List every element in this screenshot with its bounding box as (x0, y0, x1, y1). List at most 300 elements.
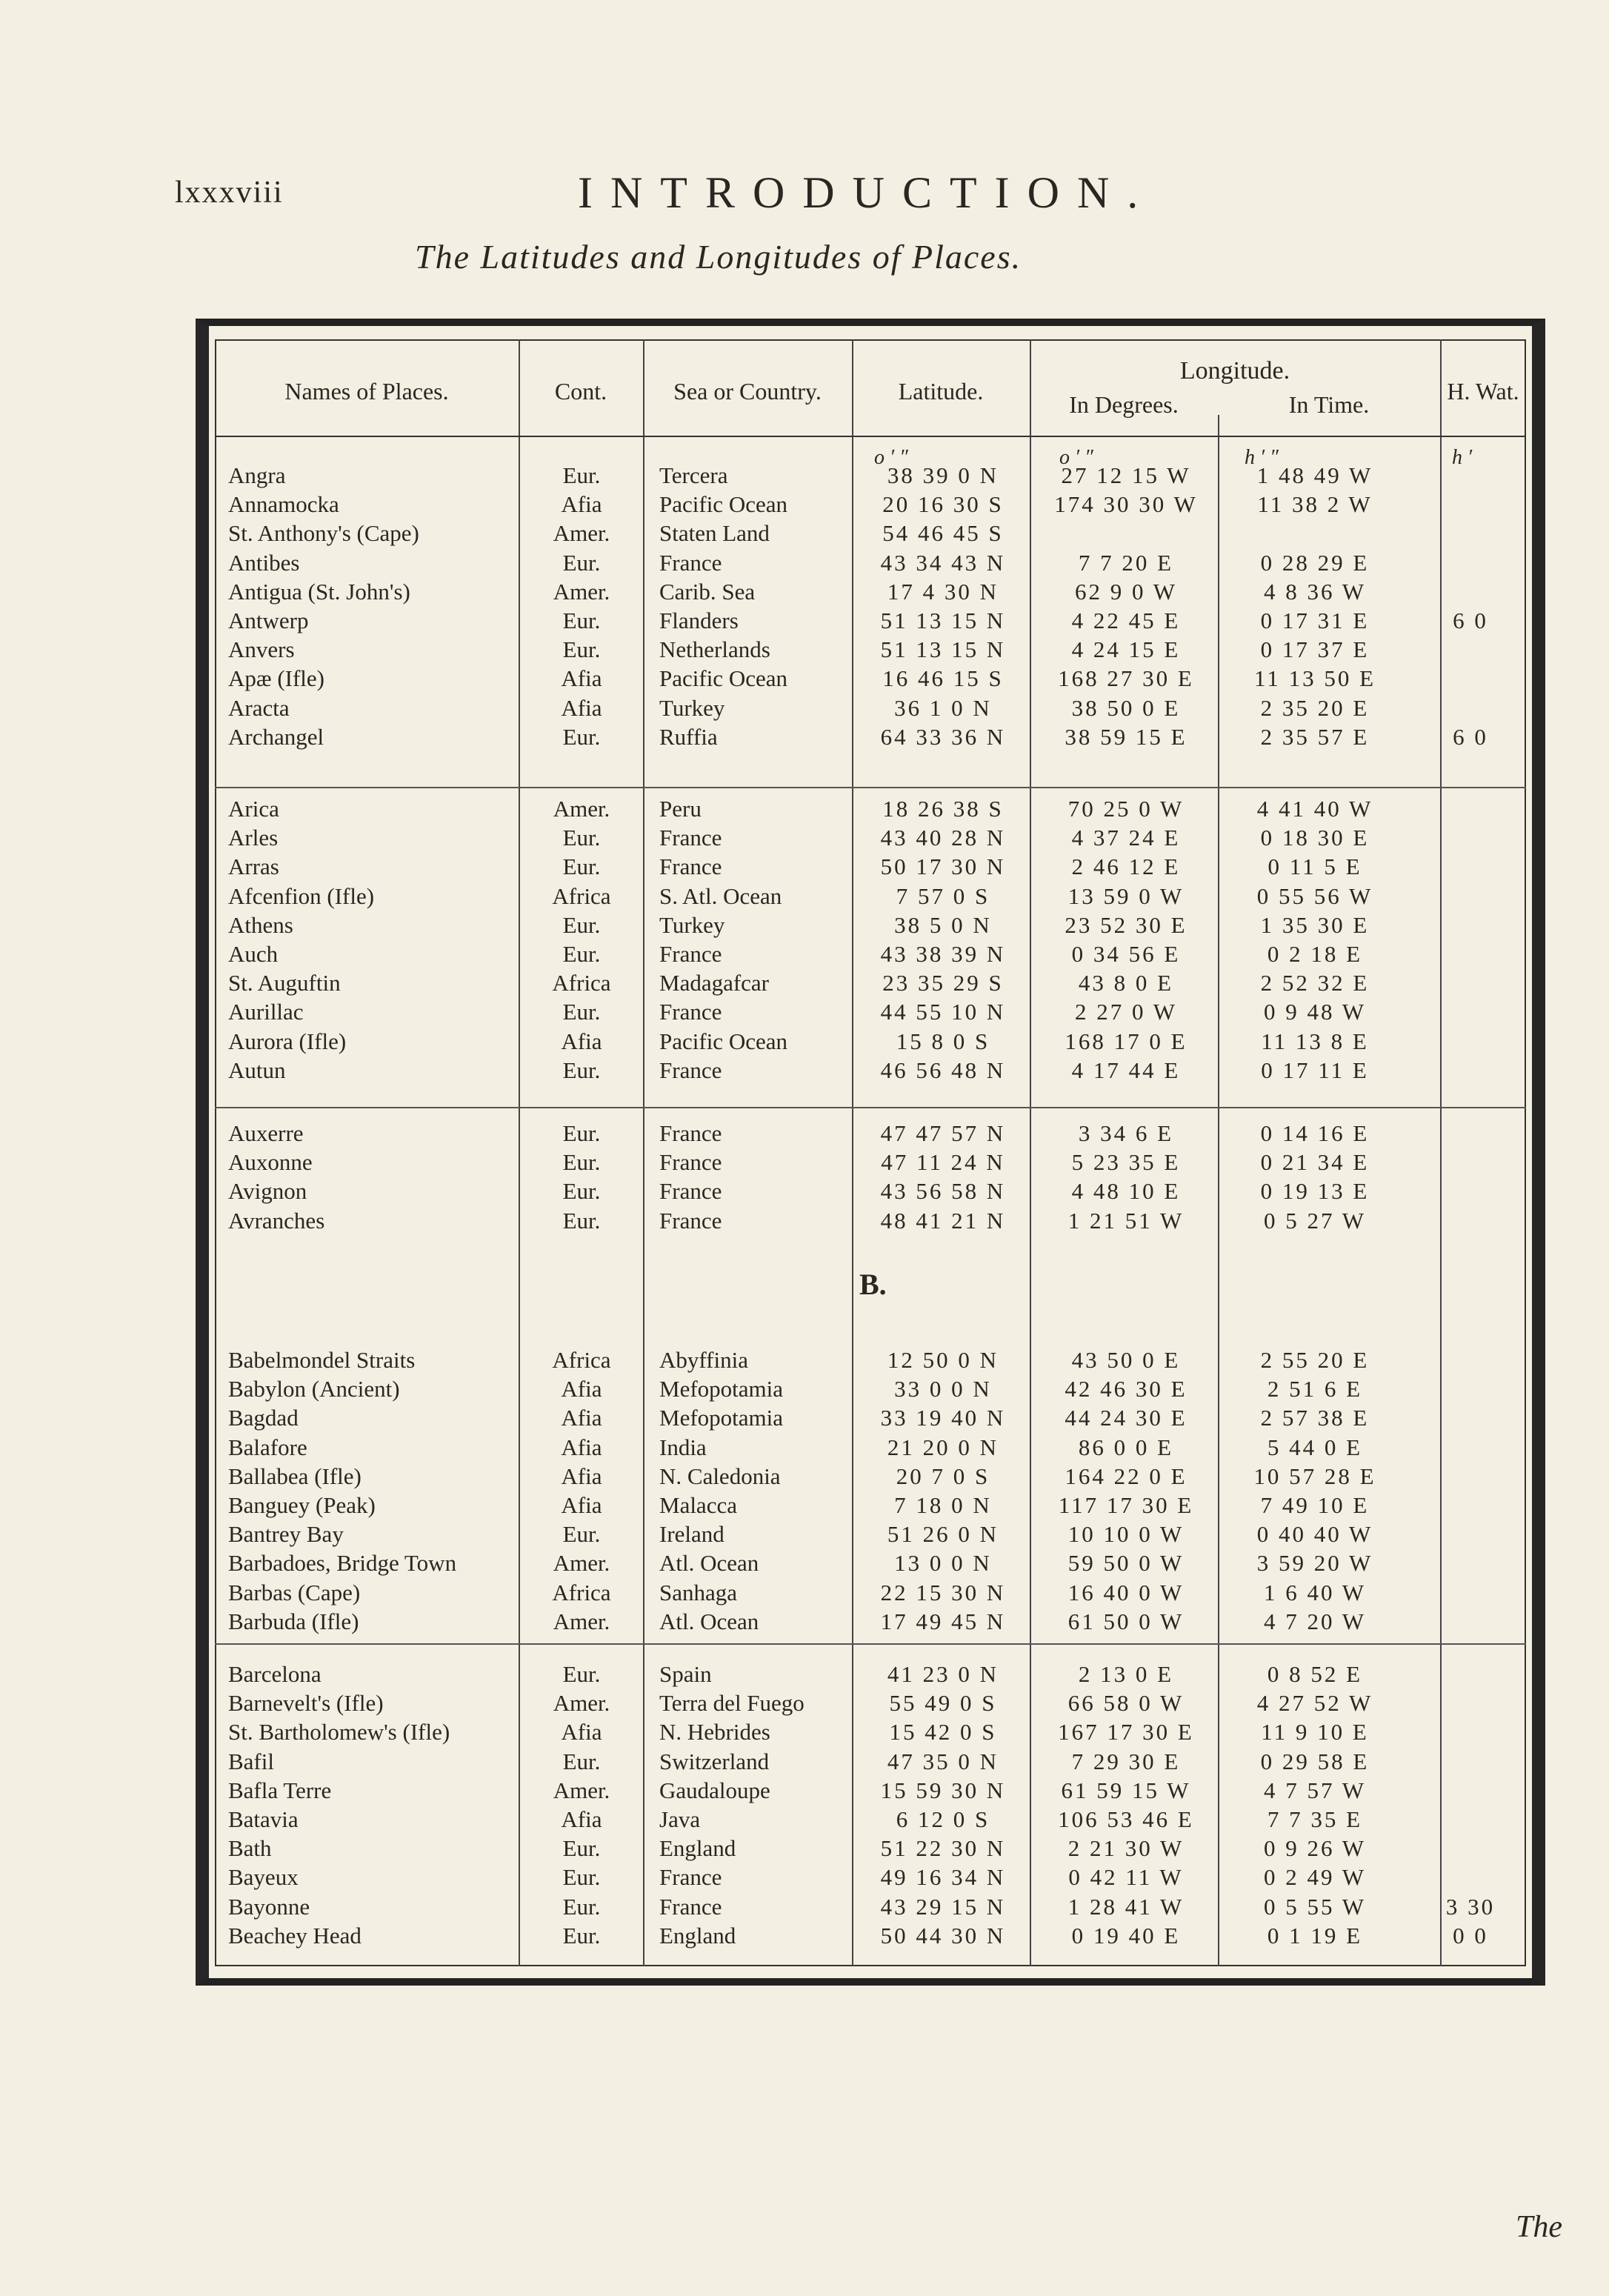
catchword: The (1516, 2210, 1562, 2244)
cell-time: 0 19 13 E (1260, 1178, 1370, 1205)
cell-lat: 46 56 48 N (880, 1057, 1006, 1083)
table-row (0, 1056, 1609, 1085)
cell-sea: Terra del Fuego (659, 1690, 804, 1717)
cell-lat: 51 22 30 N (880, 1835, 1006, 1862)
cell-lat: 33 19 40 N (880, 1405, 1006, 1431)
cell-name: Bath (228, 1835, 272, 1862)
cell-cont: Eur. (562, 636, 601, 663)
header-latitude: Latitude. (898, 378, 984, 405)
cell-name: Auxonne (228, 1149, 313, 1176)
cell-sea: Gaudaloupe (659, 1777, 770, 1803)
cell-name: Anvers (228, 636, 295, 663)
table-row (0, 1027, 1609, 1056)
cell-time: 0 55 56 W (1256, 882, 1373, 909)
cell-sea: Turkey (659, 911, 725, 938)
cell-name: Avignon (228, 1178, 307, 1205)
cell-lat: 6 12 0 S (896, 1806, 990, 1832)
cell-lat: 50 44 30 N (880, 1922, 1006, 1949)
cell-sea: France (659, 1057, 722, 1083)
section-letter-b: B. (859, 1268, 887, 1301)
cell-deg: 42 46 30 E (1065, 1376, 1187, 1402)
table-title: The Latitudes and Longitudes of Places. (415, 238, 1022, 276)
cell-cont: Eur. (562, 1521, 601, 1548)
cell-name: Annamocka (228, 491, 339, 518)
table-row (0, 968, 1609, 997)
cell-lat: 16 46 15 S (882, 665, 1004, 692)
cell-cont: Afia (561, 1719, 602, 1746)
cell-time: 0 5 27 W (1264, 1207, 1366, 1234)
cell-cont: Eur. (562, 608, 601, 633)
page-number: lxxxviii (175, 176, 284, 210)
cell-time: 11 13 50 E (1253, 665, 1376, 692)
cell-lat: 51 13 15 N (880, 608, 1006, 633)
cell-name: Antwerp (228, 608, 309, 633)
cell-sea: Malacca (659, 1492, 737, 1518)
table-row (0, 1747, 1609, 1776)
table-row (0, 1548, 1609, 1577)
header-in-degrees: In Degrees. (1069, 391, 1179, 418)
cell-name: Arica (228, 796, 279, 822)
cell-name: Babelmondel Straits (228, 1347, 416, 1373)
cell-cont: Afia (561, 1376, 602, 1402)
table-row (0, 606, 1609, 635)
cell-name: Bafla Terre (228, 1777, 332, 1803)
cell-lat: 15 42 0 S (889, 1719, 997, 1746)
cell-deg: 61 59 15 W (1061, 1777, 1191, 1803)
cell-time: 4 7 20 W (1264, 1608, 1366, 1634)
cell-name: St. Auguftin (228, 970, 341, 996)
cell-time: 2 35 20 E (1260, 694, 1370, 721)
cell-deg: 23 52 30 E (1065, 911, 1187, 938)
cell-cont: Amer. (553, 520, 610, 547)
cell-time: 1 6 40 W (1264, 1579, 1366, 1605)
table-row (0, 939, 1609, 968)
cell-lat: 13 0 0 N (894, 1550, 992, 1577)
cell-cont: Afia (561, 694, 602, 721)
cell-sea: Atl. Ocean (659, 1608, 759, 1634)
cell-name: Aurora (Ifle) (228, 1028, 347, 1054)
cell-deg: 59 50 0 W (1067, 1550, 1185, 1577)
cell-time: 3 59 20 W (1256, 1550, 1373, 1577)
cell-hw: 6 0 (1453, 723, 1488, 750)
cell-lat: 51 26 0 N (887, 1521, 999, 1548)
cell-time: 0 17 31 E (1260, 608, 1370, 633)
cell-cont: Eur. (562, 853, 601, 880)
table-row (0, 1374, 1609, 1403)
cell-lat: 17 49 45 N (880, 1608, 1006, 1634)
cell-name: Bayeux (228, 1864, 299, 1891)
cell-cont: Eur. (562, 1149, 601, 1176)
cell-sea: Madagafcar (659, 970, 770, 996)
cell-cont: Amer. (553, 578, 610, 605)
cell-deg: 27 12 15 W (1061, 462, 1191, 488)
cell-lat: 43 29 15 N (880, 1893, 1006, 1920)
cell-cont: Africa (552, 1579, 611, 1605)
cell-name: Barcelona (228, 1661, 322, 1687)
cell-time: 4 8 36 W (1264, 578, 1366, 605)
unit-hw: h ′ (1452, 446, 1473, 469)
cell-deg: 4 17 44 E (1071, 1057, 1181, 1083)
table-row (0, 664, 1609, 693)
cell-cont: Eur. (562, 911, 601, 938)
cell-hw: 3 30 (1445, 1893, 1496, 1920)
cell-sea: Ruffia (659, 723, 718, 750)
cell-cont: Eur. (562, 941, 601, 967)
cell-deg: 174 30 30 W (1054, 491, 1198, 518)
cell-lat: 7 18 0 N (894, 1492, 992, 1518)
cell-sea: Atl. Ocean (659, 1550, 759, 1577)
cell-sea: Peru (659, 796, 702, 822)
table-row (0, 852, 1609, 881)
table-row (0, 1177, 1609, 1205)
cell-lat: 47 35 0 N (887, 1748, 999, 1774)
table-row (0, 577, 1609, 606)
running-head: INTRODUCTION. (578, 168, 1156, 217)
cell-lat: 12 50 0 N (887, 1347, 999, 1373)
cell-time: 0 2 18 E (1267, 941, 1363, 967)
cell-name: St. Bartholomew's (Ifle) (228, 1719, 450, 1746)
table-row (0, 1892, 1609, 1921)
cell-cont: Eur. (562, 1893, 601, 1920)
cell-deg: 4 24 15 E (1071, 636, 1181, 663)
cell-lat: 20 16 30 S (882, 491, 1004, 518)
cell-cont: Eur. (562, 1178, 601, 1205)
cell-deg: 3 34 6 E (1078, 1120, 1174, 1146)
cell-lat: 17 4 30 N (887, 578, 999, 605)
cell-sea: N. Hebrides (659, 1719, 770, 1746)
cell-time: 2 35 57 E (1260, 723, 1370, 750)
cell-cont: Afia (561, 1405, 602, 1431)
cell-lat: 41 23 0 N (887, 1661, 999, 1687)
table-row (0, 1660, 1609, 1688)
cell-sea: Mefopotamia (659, 1405, 784, 1431)
cell-name: Beachey Head (228, 1922, 362, 1949)
cell-deg: 7 7 20 E (1078, 549, 1174, 576)
unit-lat: o ′ ″ (874, 446, 908, 469)
cell-sea: Spain (659, 1661, 712, 1687)
cell-deg: 0 19 40 E (1071, 1922, 1181, 1949)
cell-time: 11 9 10 E (1261, 1719, 1369, 1746)
cell-lat: 23 35 29 S (882, 970, 1004, 996)
cell-sea: France (659, 941, 722, 967)
table-row (0, 1805, 1609, 1834)
cell-time: 4 27 52 W (1256, 1690, 1373, 1717)
cell-sea: Staten Land (659, 520, 770, 547)
cell-name: Aracta (228, 694, 290, 721)
cell-sea: Sanhaga (659, 1579, 738, 1605)
cell-name: Balafore (228, 1434, 307, 1460)
cell-name: Barbadoes, Bridge Town (228, 1550, 457, 1577)
cell-sea: England (659, 1922, 736, 1949)
cell-cont: Eur. (562, 723, 601, 750)
table-row (0, 1206, 1609, 1235)
cell-time: 2 57 38 E (1260, 1405, 1370, 1431)
cell-time: 0 5 55 W (1264, 1893, 1366, 1920)
cell-deg: 2 27 0 W (1075, 999, 1177, 1025)
cell-deg: 61 50 0 W (1067, 1608, 1185, 1634)
table-row (0, 1345, 1609, 1374)
table-row (0, 794, 1609, 823)
cell-sea: S. Atl. Ocean (659, 882, 782, 909)
cell-deg: 5 23 35 E (1071, 1149, 1181, 1176)
cell-name: Auxerre (228, 1120, 304, 1146)
cell-lat: 22 15 30 N (880, 1579, 1006, 1605)
cell-sea: France (659, 825, 722, 851)
cell-sea: Mefopotamia (659, 1376, 784, 1402)
cell-sea: Carib. Sea (659, 578, 756, 605)
cell-cont: Eur. (562, 1661, 601, 1687)
cell-sea: Netherlands (659, 636, 770, 663)
header-high-water: H. Wat. (1447, 378, 1519, 405)
cell-name: Batavia (228, 1806, 299, 1832)
cell-name: Autun (228, 1057, 286, 1083)
cell-deg: 164 22 0 E (1065, 1463, 1187, 1489)
group-rule (215, 1643, 1526, 1645)
cell-name: Arras (228, 853, 279, 880)
cell-time: 4 41 40 W (1256, 796, 1373, 822)
cell-cont: Amer. (553, 1690, 610, 1717)
cell-name: Arles (228, 825, 279, 851)
cell-time: 7 7 35 E (1267, 1806, 1363, 1832)
unit-deg: o ′ ″ (1059, 446, 1093, 469)
cell-name: Archangel (228, 723, 324, 750)
cell-name: Barbas (Cape) (228, 1579, 361, 1605)
cell-hw: 0 0 (1453, 1922, 1488, 1949)
cell-time: 2 52 32 E (1260, 970, 1370, 996)
table-row (0, 1921, 1609, 1950)
cell-deg: 70 25 0 W (1067, 796, 1185, 822)
cell-lat: 47 11 24 N (881, 1149, 1005, 1176)
cell-deg: 168 17 0 E (1065, 1028, 1187, 1054)
cell-time: 0 40 40 W (1256, 1521, 1373, 1548)
table-row (0, 461, 1609, 490)
cell-lat: 48 41 21 N (880, 1207, 1006, 1234)
cell-deg: 38 59 15 E (1065, 723, 1187, 750)
cell-sea: France (659, 1864, 722, 1891)
cell-time: 1 35 30 E (1260, 911, 1370, 938)
cell-lat: 47 47 57 N (880, 1120, 1006, 1146)
cell-cont: Afia (561, 1434, 602, 1460)
cell-sea: Java (659, 1806, 701, 1832)
cell-time: 0 21 34 E (1260, 1149, 1370, 1176)
cell-time: 0 17 11 E (1261, 1057, 1369, 1083)
header-cont: Cont. (554, 378, 607, 405)
cell-sea: France (659, 999, 722, 1025)
cell-deg: 7 29 30 E (1071, 1748, 1181, 1774)
cell-sea: France (659, 1120, 722, 1146)
cell-lat: 36 1 0 N (894, 694, 992, 721)
table-row (0, 1607, 1609, 1636)
cell-lat: 21 20 0 N (887, 1434, 999, 1460)
table-row (0, 1491, 1609, 1520)
cell-name: Barnevelt's (Ifle) (228, 1690, 384, 1717)
cell-deg: 16 40 0 W (1067, 1579, 1185, 1605)
cell-time: 0 9 48 W (1264, 999, 1366, 1025)
cell-lat: 38 5 0 N (894, 911, 992, 938)
cell-lat: 15 59 30 N (880, 1777, 1006, 1803)
table-row (0, 635, 1609, 664)
table-row (0, 1403, 1609, 1432)
cell-sea: Flanders (659, 608, 739, 633)
cell-lat: 51 13 15 N (880, 636, 1006, 663)
table-row (0, 823, 1609, 852)
cell-sea: N. Caledonia (659, 1463, 781, 1489)
cell-name: Afcenfion (Ifle) (228, 882, 375, 909)
cell-time: 5 44 0 E (1267, 1434, 1363, 1460)
cell-sea: Ireland (659, 1521, 724, 1548)
table-row (0, 1717, 1609, 1746)
cell-lat: 50 17 30 N (880, 853, 1006, 880)
cell-deg: 1 28 41 W (1067, 1893, 1185, 1920)
cell-time: 0 11 5 E (1267, 853, 1362, 880)
cell-sea: Tercera (659, 462, 728, 488)
table-row (0, 1148, 1609, 1177)
cell-cont: Eur. (562, 1057, 601, 1083)
cell-time: 11 38 2 W (1257, 491, 1373, 518)
cell-cont: Eur. (562, 462, 601, 488)
table-row (0, 1834, 1609, 1863)
cell-deg: 44 24 30 E (1065, 1405, 1187, 1431)
cell-time: 4 7 57 W (1264, 1777, 1366, 1803)
header-rule (215, 436, 1526, 437)
cell-cont: Afia (561, 491, 602, 518)
cell-lat: 55 49 0 S (889, 1690, 997, 1717)
cell-cont: Africa (552, 1347, 611, 1373)
cell-deg: 62 9 0 W (1075, 578, 1177, 605)
cell-time: 0 28 29 E (1260, 549, 1370, 576)
cell-time: 11 13 8 E (1261, 1028, 1369, 1054)
cell-deg: 13 59 0 W (1067, 882, 1185, 909)
cell-cont: Eur. (562, 1748, 601, 1774)
cell-cont: Afia (561, 665, 602, 692)
table-row (0, 1776, 1609, 1805)
cell-name: Auch (228, 941, 279, 967)
cell-sea: Pacific Ocean (659, 491, 787, 518)
cell-time: 0 2 49 W (1264, 1864, 1366, 1891)
cell-cont: Eur. (562, 1120, 601, 1146)
cell-sea: France (659, 1893, 722, 1920)
cell-lat: 43 56 58 N (880, 1178, 1006, 1205)
cell-sea: Switzerland (659, 1748, 770, 1774)
header-in-time: In Time. (1288, 391, 1370, 418)
table-row (0, 1863, 1609, 1891)
cell-cont: Afia (561, 1028, 602, 1054)
cell-name: Bantrey Bay (228, 1521, 344, 1548)
table-row (0, 1520, 1609, 1548)
header-longitude: Longitude. (1179, 357, 1290, 385)
cell-deg: 117 17 30 E (1058, 1492, 1194, 1518)
cell-time: 1 48 49 W (1256, 462, 1373, 488)
cell-cont: Eur. (562, 1207, 601, 1234)
table-row (0, 1462, 1609, 1491)
cell-deg: 2 13 0 E (1078, 1661, 1174, 1687)
cell-name: Ballabea (Ifle) (228, 1463, 362, 1489)
cell-deg: 2 21 30 W (1067, 1835, 1185, 1862)
cell-name: Angra (228, 462, 286, 488)
cell-cont: Eur. (562, 825, 601, 851)
cell-name: Bagdad (228, 1405, 299, 1431)
cell-lat: 43 40 28 N (880, 825, 1006, 851)
table-row (0, 1119, 1609, 1148)
cell-cont: Africa (552, 882, 611, 909)
cell-deg: 167 17 30 E (1058, 1719, 1194, 1746)
cell-time: 0 29 58 E (1260, 1748, 1370, 1774)
cell-lat: 54 46 45 S (882, 520, 1004, 547)
cell-cont: Africa (552, 970, 611, 996)
cell-lat: 33 0 0 N (894, 1376, 992, 1402)
cell-deg: 0 34 56 E (1071, 941, 1181, 967)
cell-cont: Amer. (553, 796, 610, 822)
cell-lat: 43 34 43 N (880, 549, 1006, 576)
cell-name: Antigua (St. John's) (228, 578, 410, 605)
cell-time: 2 51 6 E (1267, 1376, 1363, 1402)
cell-name: Avranches (228, 1207, 325, 1234)
table-row (0, 722, 1609, 751)
unit-time: h ′ ″ (1245, 446, 1279, 469)
cell-sea: France (659, 853, 722, 880)
cell-sea: France (659, 549, 722, 576)
cell-time: 0 14 16 E (1260, 1120, 1370, 1146)
cell-cont: Amer. (553, 1777, 610, 1803)
cell-lat: 44 55 10 N (880, 999, 1006, 1025)
cell-cont: Afia (561, 1806, 602, 1832)
cell-sea: France (659, 1178, 722, 1205)
cell-deg: 66 58 0 W (1067, 1690, 1185, 1717)
cell-lat: 49 16 34 N (880, 1864, 1006, 1891)
cell-sea: India (659, 1434, 707, 1460)
table-row (0, 490, 1609, 519)
cell-deg: 1 21 51 W (1067, 1207, 1185, 1234)
cell-lat: 38 39 0 N (887, 462, 999, 488)
table-row (0, 911, 1609, 939)
header-names: Names of Places. (284, 378, 449, 405)
cell-time: 0 9 26 W (1264, 1835, 1366, 1862)
table-row (0, 1688, 1609, 1717)
cell-time: 0 8 52 E (1267, 1661, 1363, 1687)
cell-deg: 43 50 0 E (1071, 1347, 1181, 1373)
group-rule (215, 1107, 1526, 1108)
cell-deg: 43 8 0 E (1078, 970, 1174, 996)
cell-time: 7 49 10 E (1260, 1492, 1370, 1518)
cell-name: Athens (228, 911, 293, 938)
cell-lat: 18 26 38 S (882, 796, 1004, 822)
cell-cont: Amer. (553, 1608, 610, 1634)
cell-deg: 4 22 45 E (1071, 608, 1181, 633)
cell-cont: Afia (561, 1463, 602, 1489)
header-sea: Sea or Country. (673, 378, 822, 405)
cell-sea: Turkey (659, 694, 725, 721)
cell-deg: 4 37 24 E (1071, 825, 1181, 851)
cell-name: Antibes (228, 549, 300, 576)
cell-sea: Abyffinia (659, 1347, 748, 1373)
table-row (0, 548, 1609, 577)
cell-name: Apæ (Ifle) (228, 665, 324, 692)
table-row (0, 1433, 1609, 1462)
cell-lat: 64 33 36 N (880, 723, 1006, 750)
cell-sea: France (659, 1149, 722, 1176)
cell-deg: 86 0 0 E (1078, 1434, 1174, 1460)
cell-name: Bayonne (228, 1893, 310, 1920)
cell-sea: Pacific Ocean (659, 665, 787, 692)
cell-deg: 38 50 0 E (1071, 694, 1181, 721)
cell-lat: 20 7 0 S (896, 1463, 990, 1489)
cell-deg: 4 48 10 E (1071, 1178, 1181, 1205)
cell-deg: 0 42 11 W (1068, 1864, 1184, 1891)
table-row (0, 693, 1609, 722)
cell-sea: Pacific Ocean (659, 1028, 787, 1054)
cell-name: Barbuda (Ifle) (228, 1608, 359, 1634)
cell-lat: 15 8 0 S (896, 1028, 990, 1054)
